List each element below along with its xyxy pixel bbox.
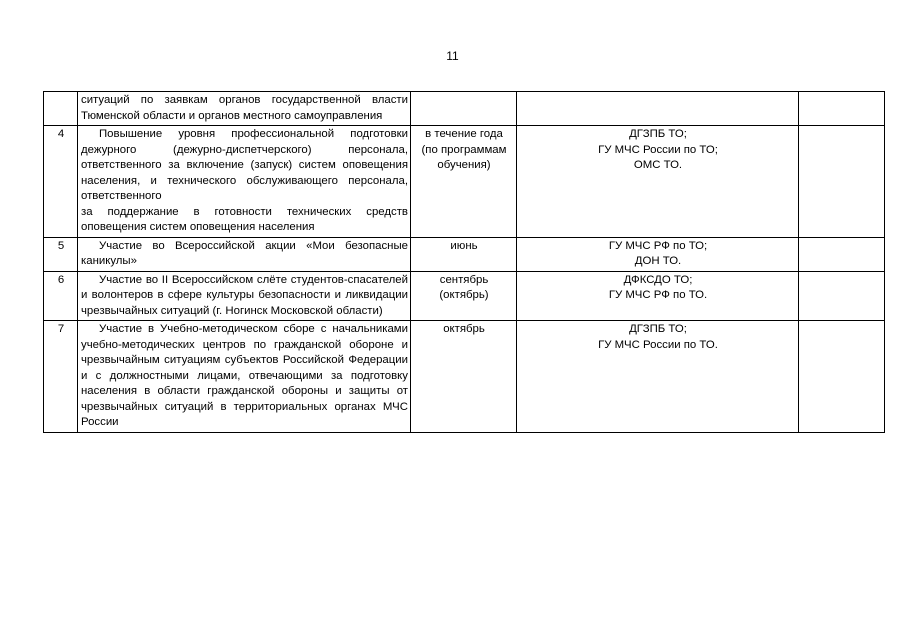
event-responsible-text: ДОН ТО. bbox=[634, 255, 682, 267]
event-note-cell bbox=[799, 237, 885, 271]
event-responsible-text: ГУ МЧС России по ТО; bbox=[598, 143, 718, 156]
event-description-text: Повышение уровня профессиональной подготовки дежурного (дежурно-диспетчерского) персонала, ответственного за включение (запуск) систем оповещения населения, и технического обслуживающего персонала, ответственного bbox=[81, 128, 408, 202]
row-number-cell: 6 bbox=[44, 271, 78, 321]
event-responsible-text: ГУ МЧС России по ТО. bbox=[598, 338, 718, 351]
event-description-cell bbox=[78, 92, 411, 126]
event-term-cell bbox=[411, 271, 517, 321]
row-number-cell bbox=[44, 92, 78, 126]
event-term-cell bbox=[411, 92, 517, 126]
event-responsible-text: ДФКСДО ТО; bbox=[623, 273, 693, 286]
event-note-cell bbox=[799, 92, 885, 126]
row-number-cell: 5 bbox=[44, 237, 78, 271]
page-number: 11 bbox=[446, 49, 459, 63]
event-description-text: ситуаций по заявкам органов государственной власти Тюменской области и органов местного самоуправления bbox=[81, 94, 408, 122]
event-description-text: Участие во Всероссийской акции «Мои безопасные каникулы» bbox=[81, 239, 408, 267]
event-term-cell bbox=[411, 126, 517, 238]
row-number-cell: 7 bbox=[44, 321, 78, 433]
table-row bbox=[44, 92, 885, 126]
event-term-text: (октябрь) bbox=[439, 289, 489, 301]
event-responsible-cell bbox=[517, 237, 799, 271]
event-description-cell bbox=[78, 321, 411, 433]
event-responsible-text: ДГЗПБ ТО; bbox=[629, 128, 687, 140]
event-description-cell bbox=[78, 237, 411, 271]
events-table-body bbox=[44, 92, 885, 433]
event-responsible-cell bbox=[517, 126, 799, 238]
event-description-text: Участие во II Всероссийском слёте студентов-спасателей и волонтеров в сфере культуры безопасности и ликвидации чрезвычайных ситуаций (г. Ногинск Московской области) bbox=[81, 273, 408, 317]
event-term-cell bbox=[411, 237, 517, 271]
event-term-text: сентябрь bbox=[439, 273, 489, 286]
event-responsible-text: ГУ МЧС РФ по ТО. bbox=[608, 289, 708, 301]
table-row bbox=[44, 321, 885, 433]
event-responsible-text: ГУ МЧС РФ по ТО; bbox=[608, 239, 708, 252]
table-row bbox=[44, 126, 885, 238]
event-description-cell bbox=[78, 126, 411, 238]
event-responsible-cell bbox=[517, 271, 799, 321]
event-term-text: октябрь bbox=[443, 323, 485, 335]
events-table bbox=[43, 91, 885, 433]
event-term-text: в течение года bbox=[425, 128, 503, 140]
table-row bbox=[44, 271, 885, 321]
row-number-cell: 4 bbox=[44, 126, 78, 238]
event-responsible-text: ДГЗПБ ТО; bbox=[629, 323, 687, 335]
event-term-cell bbox=[411, 321, 517, 433]
event-responsible-cell bbox=[517, 321, 799, 433]
event-description-cell bbox=[78, 271, 411, 321]
event-note-cell bbox=[799, 271, 885, 321]
event-note-cell bbox=[799, 321, 885, 433]
table-row bbox=[44, 237, 885, 271]
event-term-text: обучения) bbox=[437, 159, 491, 171]
event-responsible-text: ОМС ТО. bbox=[633, 159, 683, 171]
event-note-cell bbox=[799, 126, 885, 238]
event-description-text: Участие в Учебно-методическом сборе с начальниками учебно-методических центров по гражданской обороне и чрезвычайным ситуациям субъектов Российской Федерации и с должностными лицами, отвечающими за подготовку населения в области гражданской обороны и защиты от чрезвычайных ситуаций в территориальных органах МЧС России bbox=[81, 323, 408, 428]
event-term-text: (по программам bbox=[421, 143, 507, 156]
event-term-text: июнь bbox=[450, 239, 478, 252]
event-description-text: за поддержание в готовности технических средств оповещения систем оповещения населения bbox=[81, 205, 408, 233]
event-responsible-cell bbox=[517, 92, 799, 126]
